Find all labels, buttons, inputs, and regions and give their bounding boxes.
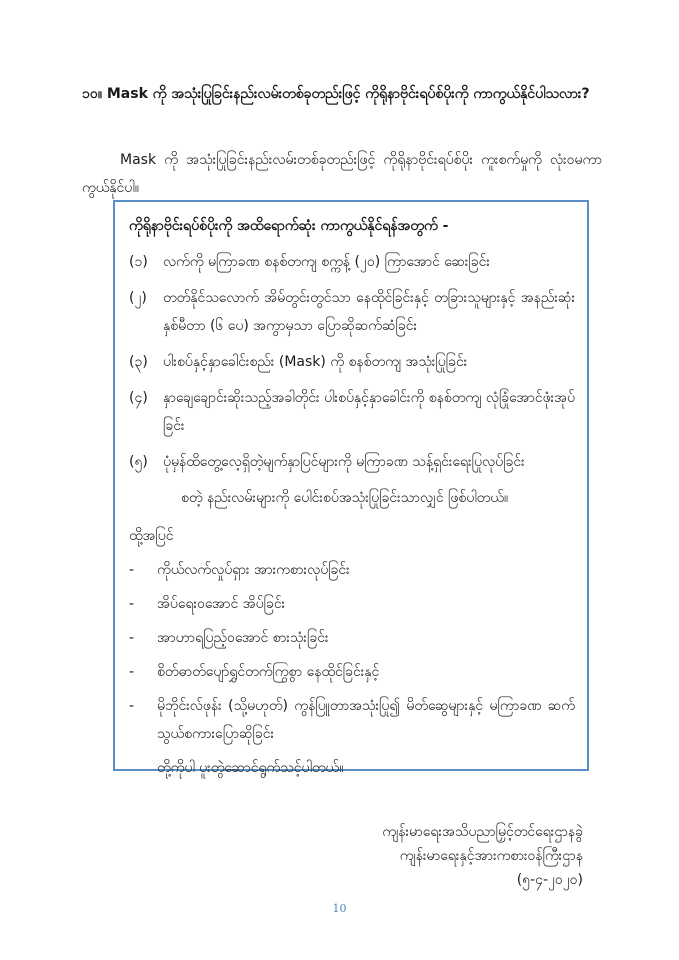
bullet-dash: - [129,698,135,714]
bullet-item [129,556,575,584]
step-number: (၄) [129,390,148,406]
step-text: လက်ကို မကြာခဏ စနစ်တကျ စက္ကန့် (၂၀) ကြာအောင် ဆေးခြင်း [163,254,490,270]
step-number: (၂) [129,290,147,306]
page-number: 10 [332,902,347,915]
prevention-step [129,384,575,440]
final-note: တို့ကိုပါ ပူးတွဲဆောင်ရွက်သင့်ပါတယ်။ [157,760,344,776]
step-text: တတ်နိုင်သလောက် အိမ်တွင်းတွင်သာ နေထိုင်ခြင်းနှင့် တခြားသူများနှင့် အနည်းဆုံး နှစ်မီတာ (၆ ပေ) အကွာမှသာ ပြောဆိုဆက်ဆံခြင်း [163,290,575,334]
step-number: (၁) [129,254,148,270]
prevention-heading: ကိုရိုနာဗိုင်းရပ်စ်ပိုးကို အထိရောက်ဆုံး ကာကွယ်နိုင်ရန်အတွက် - [129,218,449,234]
bullet-dash: - [129,562,135,578]
step-number: (၃) [129,354,148,370]
footer-department: ကျန်းမာရေးအသိပညာမြှင့်တင်ရေးဌာနခွဲ [382,824,583,840]
bullet-dash: - [129,596,135,612]
bullet-dash: - [129,664,135,680]
bullet-item [129,692,575,748]
bullet-text: အိပ်ရေးဝအောင် အိပ်ခြင်း [157,596,286,612]
additional-heading: ထို့အပြင် [129,528,174,544]
bullet-text: ကိုယ်လက်လှုပ်ရှား အားကစားလုပ်ခြင်း [157,562,350,578]
answer-paragraph: Mask ကို အသုံးပြုခြင်းနည်းလမ်းတစ်ခုတည်းဖြင့် ကိုရိုနာဗိုင်းရပ်စ်ပိုး ကူးစက်မှုကို လုံးဝမကာကွယ်နိုင်ပါ။ [82,152,602,196]
step-text: ပါးစပ်နှင့်နှာခေါင်းစည်း (Mask) ကို စနစ်တကျ အသုံးပြုခြင်း [163,354,468,370]
bullet-item [129,658,575,686]
bullet-text: မိုဘိုင်းလ်ဖုန်း (သို့မဟုတ်) ကွန်ပြူတာအသုံးပြု၍ မိတ်ဆွေများနှင့် မကြာခဏ ဆက်သွယ်စကားပြောဆိုခြင်း [157,698,575,742]
bullet-text: စိတ်ဓာတ်ပျော်ရွှင်တက်ကြွစွာ နေထိုင်ခြင်းနှင့် [157,664,380,680]
prevention-step [129,284,575,340]
bullet-text: အာဟာရပြည့်ဝအောင် စားသုံးခြင်း [157,630,329,646]
step-number: (၅) [129,454,148,470]
footer-ministry: ကျန်းမာရေးနှင့်အားကစားဝန်ကြီးဌာန [399,848,583,864]
bullet-item [129,624,575,652]
issuer-footer [382,820,583,892]
step-text: နှာချေချောင်းဆိုးသည့်အခါတိုင်း ပါးစပ်နှင့်နှာခေါင်းကို စနစ်တကျ လုံခြုံအောင်ဖုံးအုပ်ခြင်း [163,390,575,434]
prevention-step [129,448,575,476]
steps-closing: စတဲ့ နည်းလမ်းများကို ပေါင်းစပ်အသုံးပြုခြင်းသာလျှင် ဖြစ်ပါတယ်။ [181,490,509,506]
bullet-dash: - [129,630,135,646]
prevention-step [129,348,575,376]
prevention-step [129,248,575,276]
step-text: ပုံမှန်ထိတွေ့လေ့ရှိတဲ့မျက်နှာပြင်များကို မကြာခဏ သန့်ရှင်းရေးပြုလုပ်ခြင်း [163,454,525,470]
question-heading: ၁၀။ Mask ကို အသုံးပြုခြင်းနည်းလမ်းတစ်ခုတည်းဖြင့် ကိုရိုနာဗိုင်းရပ်စ်ပိုးကို ကာကွယ်နိုင်ပါသလား? [82,86,590,102]
footer-date: (၅-၄-၂၀၂၀) [516,872,583,888]
bullet-item [129,590,575,618]
prevention-box [113,200,589,776]
